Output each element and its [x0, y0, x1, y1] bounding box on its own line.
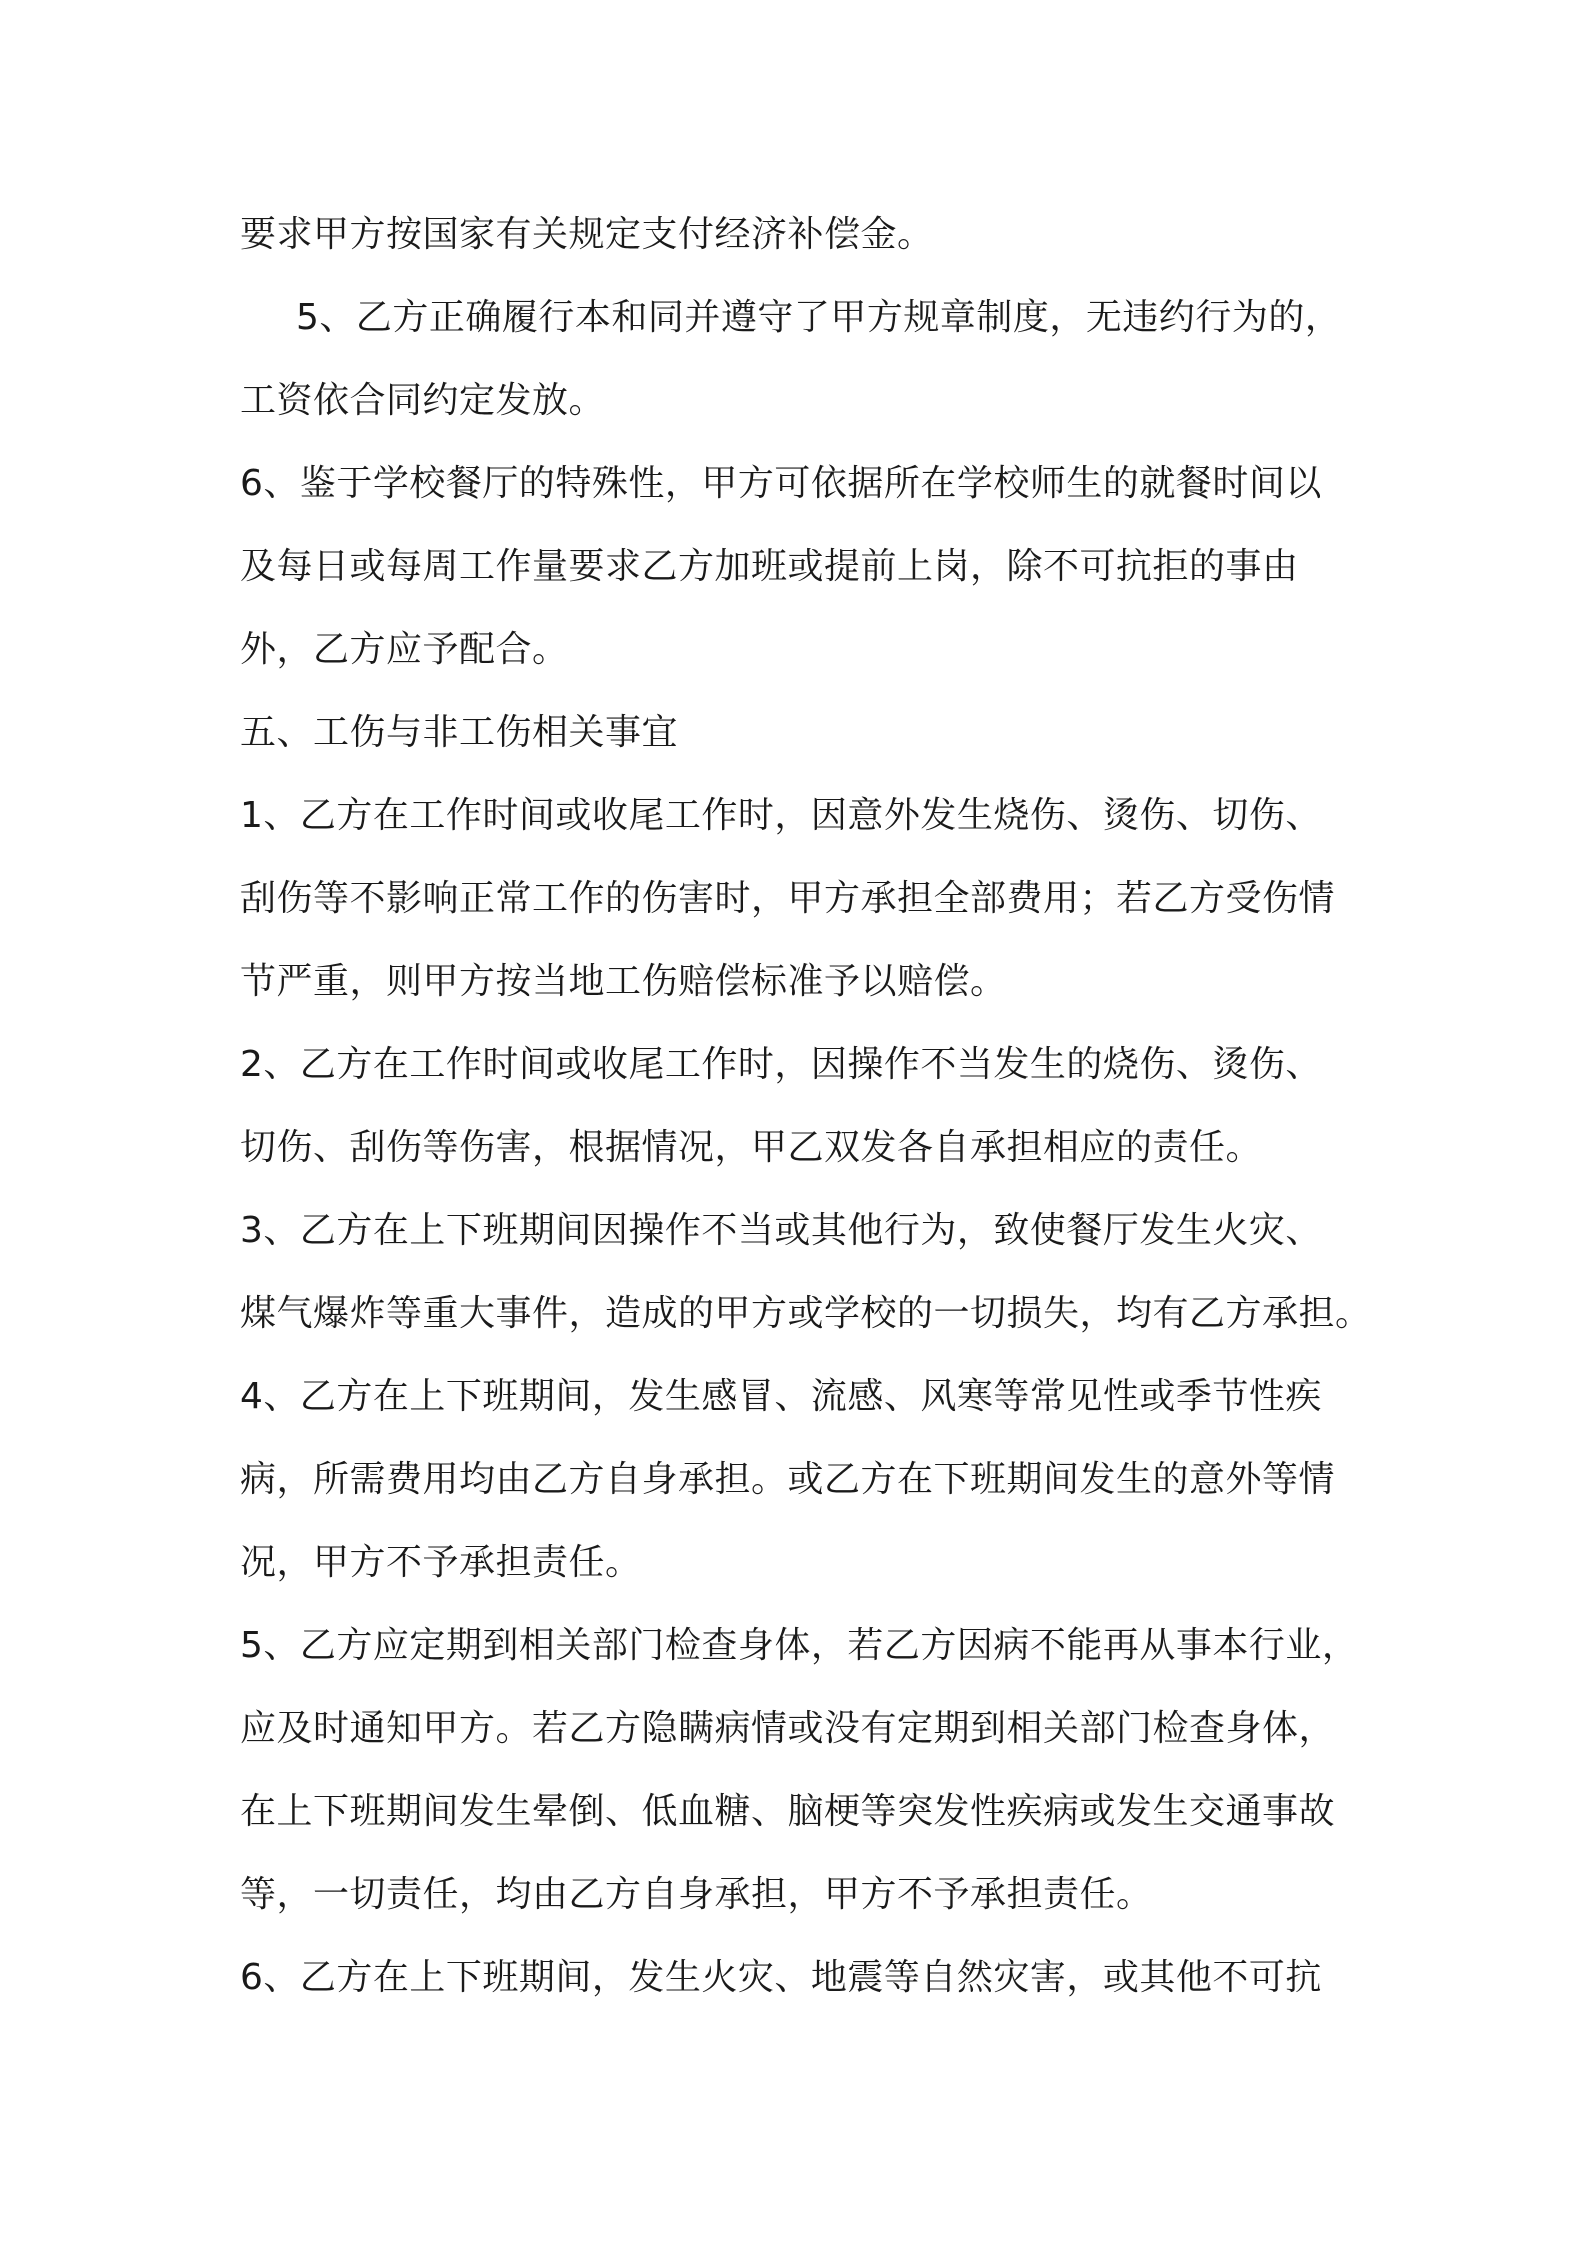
text-line: 6、乙方在上下班期间，发生火灾、地震等自然灾害，或其他不可抗 [240, 1957, 1322, 1998]
text-line: 刮伤等不影响正常工作的伤害时，甲方承担全部费用；若乙方受伤情 [240, 878, 1336, 919]
section-heading: 五、工伤与非工伤相关事宜 [240, 712, 679, 753]
text-line: 4、乙方在上下班期间，发生感冒、流感、风寒等常见性或季节性疾 [240, 1376, 1322, 1417]
text-line: 应及时通知甲方。若乙方隐瞒病情或没有定期到相关部门检查身体， [240, 1708, 1336, 1749]
text-line: 况，甲方不予承担责任。 [240, 1542, 642, 1583]
text-line: 切伤、刮伤等伤害，根据情况，甲乙双发各自承担相应的责任。 [240, 1127, 1263, 1168]
text-line: 病，所需费用均由乙方自身承担。或乙方在下班期间发生的意外等情 [240, 1459, 1336, 1500]
text-line: 外，乙方应予配合。 [240, 629, 569, 670]
text-line: 3、乙方在上下班期间因操作不当或其他行为，致使餐厅发生火灾、 [240, 1210, 1322, 1251]
document-body [240, 193, 1372, 2019]
text-line: 5、乙方应定期到相关部门检查身体，若乙方因病不能再从事本行业， [240, 1625, 1359, 1666]
text-line: 在上下班期间发生晕倒、低血糖、脑梗等突发性疾病或发生交通事故 [240, 1791, 1336, 1832]
text-line: 煤气爆炸等重大事件，造成的甲方或学校的一切损失，均有乙方承担。 [240, 1293, 1372, 1334]
text-line: 5、乙方正确履行本和同并遵守了甲方规章制度，无违约行为的， [296, 297, 1342, 338]
text-line: 要求甲方按国家有关规定支付经济补偿金。 [240, 214, 934, 255]
text-line: 及每日或每周工作量要求乙方加班或提前上岗，除不可抗拒的事由 [240, 546, 1299, 587]
text-line: 6、鉴于学校餐厅的特殊性，甲方可依据所在学校师生的就餐时间以 [240, 463, 1322, 504]
text-line: 节严重，则甲方按当地工伤赔偿标准予以赔偿。 [240, 961, 1007, 1002]
text-line: 1、乙方在工作时间或收尾工作时，因意外发生烧伤、烫伤、切伤、 [240, 795, 1322, 836]
text-line: 等，一切责任，均由乙方自身承担，甲方不予承担责任。 [240, 1874, 1153, 1915]
text-line: 工资依合同约定发放。 [240, 380, 606, 421]
text-line: 2、乙方在工作时间或收尾工作时，因操作不当发生的烧伤、烫伤、 [240, 1044, 1322, 1085]
